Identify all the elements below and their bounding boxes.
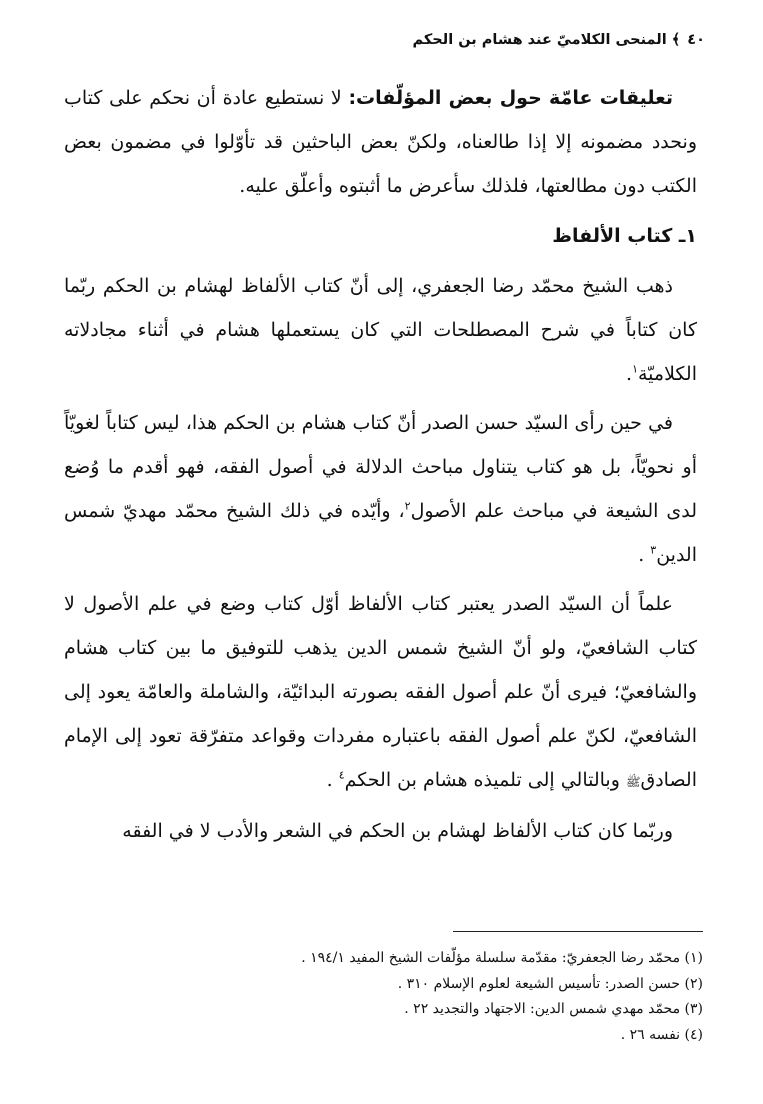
footnote-1: (١) محمّد رضا الجعفريّ: مقدّمة سلسلة مؤلّفات الشيخ المفيد ١٩٤/١ . (301, 950, 703, 966)
paragraph-1 (64, 264, 697, 396)
honorific-glyph: ﷺ (625, 775, 641, 789)
footnote-ref-3: ٣ (650, 543, 657, 557)
paragraph-2 (64, 401, 697, 577)
paragraph-4 (64, 809, 697, 853)
intro-paragraph (64, 76, 697, 208)
header-title: المنحى الكلاميّ عند هشام بن الحكم (412, 32, 667, 48)
paragraph-3 (64, 582, 697, 804)
intro-text: لا نستطيع عادة أن نحكم على كتاب ونحدد مضمونه إلا إذا طالعناه، ولكنّ بعض الباحثين قد تأوّلوا في مضمون بعض الكتب دون مطالعتها، فلذلك سأعرض ما أثبتوه وأعلّق عليه. (64, 87, 697, 197)
footnote-3: (٣) محمّد مهدي شمس الدين: الاجتهاد والتجديد ٢٢ . (404, 1001, 703, 1017)
paragraph-2-tail: . (638, 544, 651, 566)
intro-lead: تعليقات عامّة حول بعض المؤلّفات: (348, 87, 673, 109)
paragraph-2-text-2: ، وأيّده في ذلك الشيخ محمّد مهديّ شمس الدين (64, 500, 697, 566)
paragraph-2-text: في حين رأى السيّد حسن الصدر أنّ كتاب هشام بن الحكم هذا، ليس كتاباً لغويّاً أو نحويّاً، بل هو كتاب يتناول مباحث الدلالة في أصول الفقه، فهو أقدم ما وُضع لدى الشيعة في مباحث علم الأصول (64, 412, 697, 522)
page-number: ٤٠ (687, 32, 705, 48)
footnote-ref-2: ٢ (404, 499, 411, 513)
paragraph-4-text: وربّما كان كتاب الألفاظ لهشام بن الحكم في الشعر والأدب لا في الفقه (122, 820, 673, 842)
header-ornament: ﴾ (671, 32, 681, 48)
footnotes (63, 946, 703, 1048)
paragraph-1-tail: . (626, 363, 633, 385)
footnote-separator (453, 931, 703, 932)
running-header (45, 32, 705, 48)
footnote-2: (٢) حسن الصدر: تأسيس الشيعة لعلوم الإسلام ٣١٠ . (397, 975, 703, 992)
footnote-4: (٤) نفسه ٢٦ . (620, 1026, 703, 1043)
footnote-ref-4: ٤ (338, 768, 345, 782)
section-heading: ١ـ كتاب الألفاظ (552, 225, 697, 247)
paragraph-3-text: علماً أن السيّد الصدر يعتبر كتاب الألفاظ أوّل كتاب وضع في علم الأصول لا كتاب الشافعيّ، ولو أنّ الشيخ شمس الدين يذهب للتوفيق ما بين كتاب هشام والشافعيّ؛ فيرى أنّ علم أصول الفقه بصورته البدائيّة، والشاملة والعامّة يعود إلى الشافعيّ، لكنّ علم أصول الفقه باعتباره مفردات وقواعد متفرّقة تعود إلى الإمام الصادق (64, 593, 697, 791)
paragraph-3-tail: . (326, 769, 339, 791)
body-text (64, 76, 697, 858)
paragraph-1-text: ذهب الشيخ محمّد رضا الجعفري، إلى أنّ كتاب الألفاظ لهشام بن الحكم ربّما كان كتاباً في شرح المصطلحات التي كان يستعملها هشام في أثناء مجادلاته الكلاميّة (64, 275, 697, 385)
footnote-ref-1: ١ (632, 362, 638, 376)
paragraph-3-text-2: وبالتالي إلى تلميذه هشام بن الحكم (344, 769, 626, 791)
